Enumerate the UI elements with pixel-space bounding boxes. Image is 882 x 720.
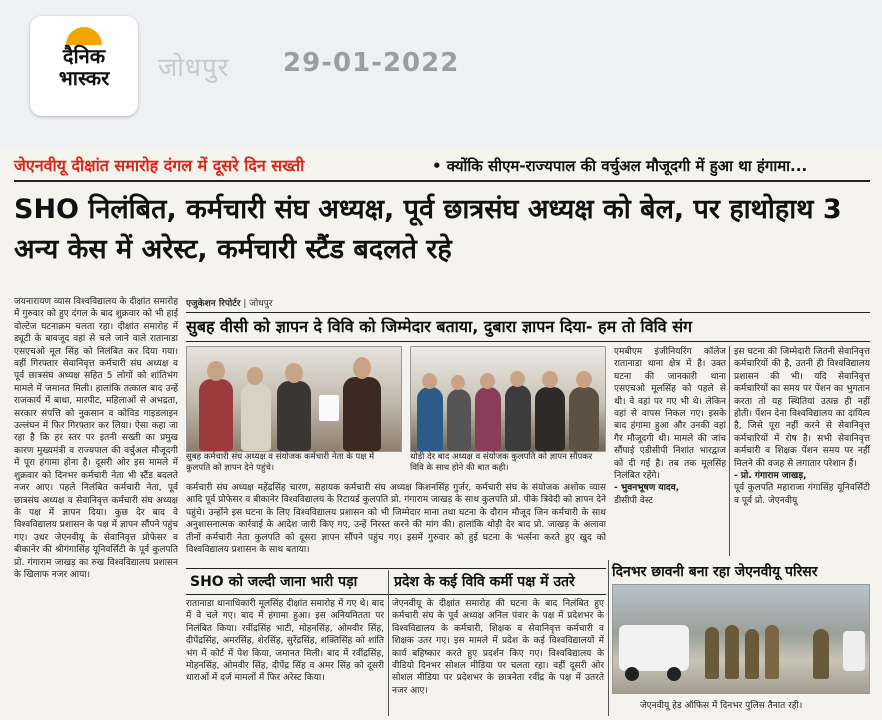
logo-line1: दैनिक [62,44,106,68]
column-divider [729,346,730,556]
dcp-quote-column [614,346,726,544]
vc-quote-column [734,346,870,558]
vc-quote-text: इस घटना की जिम्मेदारी जितनी सेवानिवृत्त कर्मचारियों की है, उतनी ही विश्वविद्यालय प्रशासन की भी। यदि सेवानिवृत्त कर्मचारियों का समय पर पेंशन का भुगतान करता तो यह स्थितियां उत्पन्न ही नहीं होती। पेंशन देना विश्वविद्यालय का दायित्व है, जिसे पूरा नहीं करने से सेवानिवृत्त कर्मचारियों में रोष है। सभी सेवानिवृत्त कर्मचारी व शिक्षक पेंशन समय पर नहीं मिलने की वजह से लगातार परेशान हैं। [734,347,870,469]
divider [14,180,870,182]
kicker-headline: जेएनवीयू दीक्षांत समारोह दंगल में दूसरे दिन सख्ती [14,156,305,175]
section-divider [186,568,606,569]
kicker-subline: • क्योंकि सीएम-राज्यपाल की वर्चुअल मौजूदगी में हुआ था हंगामा... [432,157,808,175]
vc-quote-title: पूर्व कुलपति महाराजा गंगासिंह यूनिवर्सिटी व पूर्व प्रो. जेएनवीयू [734,483,870,506]
byline-city: | जोधपुर [243,299,273,309]
byline-name: एजुकेशन रिपोर्टर [186,299,241,309]
sho-section-text: रातानाडा थानाधिकारी मूलसिंह दीक्षांत समारोह में गए थे। बाद में वे चले गए। बाद में हंगामा हुआ। इस अनियमितता पर निलंबित किया। रवींद्रसिंह भाटी, मोहनसिंह, ओमवीर सिंह, दीपेंद्रसिंह, अमरसिंह, शेरसिंह, सुरेंद्रसिंह, शक्तिसिंह को शांति भंग में कोर्ट में पेश किया, जमानत मिली। बाद में रवींद्रसिंह, मोहनसिंह, ओमवीर सिंह, दीपेंद्र सिंह व अमर सिंह को दूसरी धाराओं में दर्ज मामलों में फिर अरेस्ट किया। [186,599,384,684]
edition-city: जोधपुर [158,53,230,83]
dcp-quote-sign: - भुवनभूषण यादव, [614,483,680,494]
logo-line2: भास्कर [58,66,110,90]
campus-section-title: दिनभर छावनी बना रहा जेएनवीयू परिसर [612,564,818,580]
dcp-quote-text: एमबीएम इंजीनियरिंग कॉलेज रातानाडा थाना क्षेत्र में है। उक्त घटना की जानकारी थाना एसएचओ मूलसिंह को पहले से थी। वे वहां पर गए भी थे। लेकिन वहां से वापस निकल गए। इसके बाद हंगामा हुआ और उनकी वहां गैर मौजूदगी थी। मामले की जांच सौंपाई एडीसीपी निशांत भारद्वाज को दी गई है। तब तक मूलसिंह निलंबित रहेंगे। [614,347,726,482]
photo3-caption: जेएनवीयू हेड ऑफिस में दिनभर पुलिस तैनात रही। [640,701,803,711]
photo1-caption: सुबह कर्मचारी संघ अध्यक्ष व संयोजक कर्मचारी नेता के पक्ष में कुलपति को ज्ञापन देने पहुंचे। [186,452,375,473]
photo2-caption: थोड़ी देर बाद अध्यक्ष व संयोजक कुलपति को ज्ञापन सौंपकर विवि के साथ होने की बात कही। [410,452,593,473]
photo-police-campus [612,584,870,694]
lead-column: जयनारायण व्यास विश्वविद्यालय के दीक्षांत समारोह में गुरुवार को हुए दंगल के बाद शुक्रवार को भी हाई वोल्टेज घटनाक्रम चलता रहा। दीक्षांत समारोह में ड्यूटी के बावजूद वहां से चले जाने वाले रातानाडा एसएचओ मूल सिंह को निलंबित कर दिया गया। वहीं गिरफ्तार सेवानिवृत्त कर्मचारी संघ अध्यक्ष व पूर्व छात्रसंघ अध्यक्ष सहित 5 लोगों को शांतिभंग मामले में जमानत मिली। हालांकि तत्काल बाद उन्हें राजकार्य में बाधा, मारपीट, महिलाओं से अभद्रता, सरकार संपत्ति को नुकसान व कोविड गाइडलाइन उल्लंघन में फिर गिरफ्तार कर लिया। ऐसा कहा जा रहा है कि हर स्तर पर इतनी सख्ती का प्रमुख कारण मुख्यमंत्री व राज्यपाल की वर्चुअल मौजूदगी में पूरा हंगामा होना है। दूसरी ओर इस मामले में शुक्रवार को दिनभर कर्मचारी नेता भी स्टैंड बदलते नजर आए। पहले निलंबित कर्मचारी नेता, पूर्व छात्रसंघ अध्यक्ष व सेवानिवृत्त कर्मचारी संघ अध्यक्ष के पक्ष में ज्ञापन दिया। कुछ देर बाद वे विश्वविद्यालय प्रशासन के पक्ष में ज्ञापन सौंपने पहुंच गए। उधर जेएनवीयू के सेवानिवृत्त प्रोफेसर व बीकानेर की श्रीगंगासिंह यूनिवर्सिटी के पूर्व कुलपति प्रो. गंगाराम जाखड़ का रुख विश्वविद्यालय प्रशासन के खिलाफ नजर आया। [14,297,178,580]
state-section-text: जेएनवीयू के दीक्षांत समारोह की घटना के बाद निलंबित हुए कर्मचारी संघ के पूर्व अध्यक्ष अनिल पंवार के पक्ष में प्रदेशभर के विश्वविद्यालय के कर्मचारी, शिक्षक व सेवानिवृत्त कर्मचारी व शिक्षक उतर गए। इस मामले में प्रदेश के कई विश्वविद्यालयों में कार्य बहिष्कार करते हुए प्रदर्शन किए गए। विश्वविद्यालय के वीडियो दिनभर सोशल मीडिया पर चलता रहा। वहीं दूसरी ओर सोशल मीडिया पर प्रदेशभर के छात्रनेता रवींद्र के पक्ष में उतरते नजर आए। [392,599,604,696]
sho-section-title: SHO को जल्दी जाना भारी पड़ा [190,574,358,590]
main-headline: SHO निलंबित, कर्मचारी संघ अध्यक्ष, पूर्व छात्रसंघ अध्यक्ष को बेल, पर हाथोहाथ 3 अन्य केस में अरेस्ट, कर्मचारी स्टैंड बदलते रहे [14,194,842,265]
dcp-quote-title: डीसीपी वेस्ट [614,495,653,506]
section-subhead: सुबह वीसी को ज्ञापन दे विवि को जिम्मेदार बताया, दुबारा ज्ञापन दिया- हम तो विवि संग [186,312,870,342]
column-divider [608,560,609,716]
section-divider [186,594,606,595]
vc-quote-sign: - प्रो. गंगाराम जाखड़, [734,471,807,482]
photo-memorandum-later [410,346,606,452]
memorandum-body: कर्मचारी संघ अध्यक्ष महेंद्रसिंह चारण, सहायक कर्मचारी संघ अध्यक्ष किशनसिंह गुर्जर, कर्मचारी संघ के संयोजक अशोक व्यास आदि पूर्व प्रोफेसर व बीकानेर विश्वविद्यालय के रिटायर्ड कुलपति प्रो. गंगाराम जाखड़ के साथ कुलपति प्रो. पीके त्रिवेदी को ज्ञापन देने पहुंचे। उन्होंने इस घटना के लिए विश्वविद्यालय प्रशासन को भी जिम्मेदार माना तथा घटना के दौरान मौजूद जिन कर्मचारी के साथ अनुशासनात्मक कार्रवाई के आदेश जारी किए गए, उन्हें निरस्त करने की मांग की। हालांकि थोड़ी देर बाद प्रो. जाखड़ के अलावा तीनों कर्मचारी नेता कुलपति को दूसरा ज्ञापन सौंपने पहुंच गए। इसमें गुरुवार को हुई घटना के भर्त्सना करते हुए खुद को विश्वविद्यालय प्रशासन के साथ बताया। [186,483,606,556]
newspaper-logo [30,16,138,116]
photo-memorandum-morning [186,346,402,452]
byline [186,296,273,309]
column-divider [388,570,389,716]
edition-date: 29-01-2022 [283,48,460,78]
logo-sun-icon [66,27,102,45]
state-section-title: प्रदेश के कई विवि कर्मी पक्ष में उतरे [394,574,575,590]
